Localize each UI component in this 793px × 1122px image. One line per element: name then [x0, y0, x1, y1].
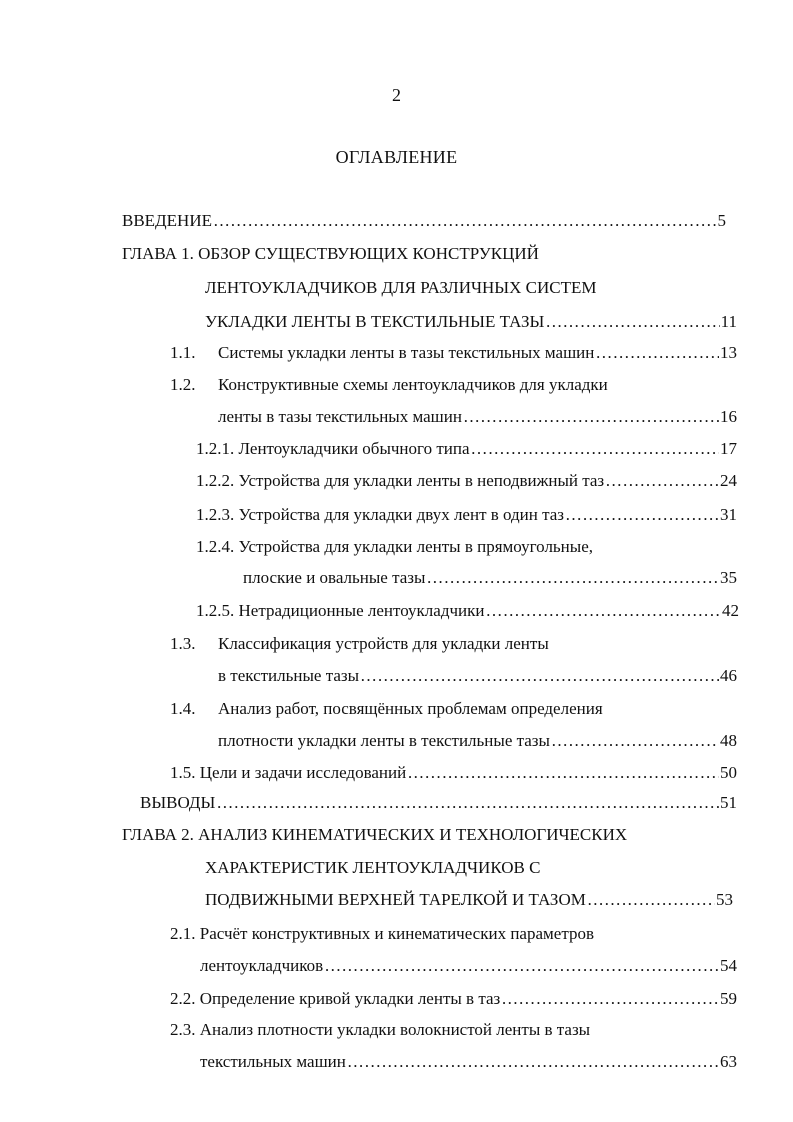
- leader-dots: [407, 761, 719, 785]
- toc-chapter-2-line-1[interactable]: ГЛАВА 2. АНАЛИЗ КИНЕМАТИЧЕСКИХ И ТЕХНОЛОГИЧЕСКИХ: [122, 825, 628, 844]
- toc-entry-2-1-line-2[interactable]: [200, 954, 737, 978]
- toc-entry-text: 1.2.5. Нетрадиционные лентоукладчики: [196, 601, 485, 620]
- toc-page-number: 24: [720, 471, 737, 490]
- toc-entry-introduction[interactable]: [122, 209, 726, 233]
- toc-page-number: 31: [720, 505, 737, 524]
- toc-chapter-1-line-1[interactable]: ГЛАВА 1. ОБЗОР СУЩЕСТВУЮЩИХ КОНСТРУКЦИЙ: [122, 244, 539, 263]
- leader-dots: [213, 209, 717, 233]
- toc-entry-2-2[interactable]: [170, 987, 737, 1011]
- leader-dots: [216, 791, 719, 815]
- toc-entry-1-2-2[interactable]: [196, 469, 737, 493]
- leader-dots: [347, 1050, 719, 1074]
- toc-entry-text: ВВЕДЕНИЕ: [122, 211, 212, 230]
- toc-entry-text: 2.2. Определение кривой укладки ленты в таз: [170, 989, 501, 1008]
- toc-entry-text: ленты в тазы текстильных машин: [218, 407, 462, 426]
- toc-entry-1-4-line-2[interactable]: [218, 729, 737, 753]
- toc-entry-1-2-4-line-1[interactable]: 1.2.4. Устройства для укладки ленты в прямоугольные,: [196, 537, 594, 556]
- toc-entry-text: Системы укладки ленты в тазы текстильных машин: [218, 343, 595, 362]
- toc-page-number: 35: [720, 568, 737, 587]
- toc-entry-1-3-line-2[interactable]: [218, 664, 737, 688]
- toc-section-number: 1.1.: [170, 343, 196, 362]
- leader-dots: [486, 599, 722, 623]
- leader-dots: [501, 987, 719, 1011]
- toc-page-number: 48: [720, 731, 737, 750]
- toc-page-number: 54: [720, 956, 737, 975]
- toc-entry-text: 1.5. Цели и задачи исследований: [170, 763, 407, 782]
- toc-entry-text: плотности укладки ленты в текстильные тазы: [218, 731, 550, 750]
- toc-page-number: 42: [722, 601, 739, 620]
- toc-entry-text: 1.2.1. Лентоукладчики обычного типа: [196, 439, 470, 458]
- toc-entry-1-2-line-1[interactable]: [170, 373, 737, 397]
- toc-entry-conclusions[interactable]: [140, 791, 737, 815]
- leader-dots: [463, 405, 719, 429]
- toc-page-number: 16: [720, 407, 737, 426]
- leader-dots: [587, 888, 715, 912]
- toc-entry-text: УКЛАДКИ ЛЕНТЫ В ТЕКСТИЛЬНЫЕ ТАЗЫ: [205, 312, 545, 331]
- toc-entry-1-3-line-1[interactable]: [170, 632, 737, 656]
- toc-entry-text: Классификация устройств для укладки ленты: [218, 634, 549, 653]
- toc-entry-text: лентоукладчиков: [200, 956, 324, 975]
- toc-page-number: 17: [720, 439, 737, 458]
- toc-entry-1-1[interactable]: [170, 341, 737, 365]
- toc-page-number: 50: [720, 763, 737, 782]
- toc-page-number: 11: [720, 312, 737, 331]
- toc-entry-text: плоские и овальные тазы: [243, 568, 426, 587]
- toc-entry-2-3-line-2[interactable]: [200, 1050, 737, 1074]
- toc-page-number: 59: [720, 989, 737, 1008]
- toc-entry-1-5[interactable]: [170, 761, 737, 785]
- toc-chapter-2-line-2[interactable]: ХАРАКТЕРИСТИК ЛЕНТОУКЛАДЧИКОВ С: [205, 858, 541, 877]
- toc-page-number: 51: [720, 793, 737, 812]
- toc-entry-text: ВЫВОДЫ: [140, 793, 216, 812]
- toc-chapter-1-line-3[interactable]: [205, 310, 737, 334]
- toc-page-number: 5: [717, 211, 726, 230]
- toc-chapter-1-line-2[interactable]: ЛЕНТОУКЛАДЧИКОВ ДЛЯ РАЗЛИЧНЫХ СИСТЕМ: [205, 278, 597, 297]
- toc-section-number: 1.2.: [170, 375, 196, 394]
- leader-dots: [545, 310, 719, 334]
- toc-page-number: 63: [720, 1052, 737, 1071]
- leader-dots: [605, 469, 719, 493]
- leader-dots: [595, 341, 719, 365]
- leader-dots: [565, 503, 719, 527]
- toc-entry-text: Анализ работ, посвящённых проблемам определения: [218, 699, 603, 718]
- page-number: 2: [392, 85, 401, 105]
- toc-entry-2-3-line-1[interactable]: 2.3. Анализ плотности укладки волокнистой ленты в тазы: [170, 1020, 591, 1039]
- leader-dots: [324, 954, 719, 978]
- toc-entry-text: 1.2.3. Устройства для укладки двух лент в один таз: [196, 505, 565, 524]
- toc-entry-2-1-line-1[interactable]: 2.1. Расчёт конструктивных и кинематических параметров: [170, 924, 594, 943]
- toc-entry-text: ПОДВИЖНЫМИ ВЕРХНЕЙ ТАРЕЛКОЙ И ТАЗОМ: [205, 890, 586, 909]
- toc-entry-1-2-3[interactable]: [196, 503, 737, 527]
- leader-dots: [360, 664, 719, 688]
- leader-dots: [551, 729, 719, 753]
- toc-entry-text: 1.2.2. Устройства для укладки ленты в неподвижный таз: [196, 471, 605, 490]
- toc-entry-1-2-1[interactable]: [196, 437, 737, 461]
- toc-page-number: 53: [716, 890, 733, 909]
- leader-dots: [426, 566, 719, 590]
- toc-entry-1-2-line-2[interactable]: [218, 405, 737, 429]
- toc-page-number: 13: [720, 343, 737, 362]
- toc-entry-1-2-5[interactable]: [196, 599, 739, 623]
- leader-dots: [471, 437, 720, 461]
- toc-entry-text: Конструктивные схемы лентоукладчиков для укладки: [218, 375, 608, 394]
- toc-page-number: 46: [720, 666, 737, 685]
- toc-heading: ОГЛАВЛЕНИЕ: [335, 147, 458, 167]
- toc-section-number: 1.3.: [170, 634, 196, 653]
- toc-entry-text: текстильных машин: [200, 1052, 346, 1071]
- toc-entry-1-4-line-1[interactable]: [170, 697, 737, 721]
- toc-chapter-2-line-3[interactable]: [205, 888, 733, 912]
- toc-entry-1-2-4-line-2[interactable]: [243, 566, 737, 590]
- toc-entry-text: в текстильные тазы: [218, 666, 360, 685]
- toc-section-number: 1.4.: [170, 699, 196, 718]
